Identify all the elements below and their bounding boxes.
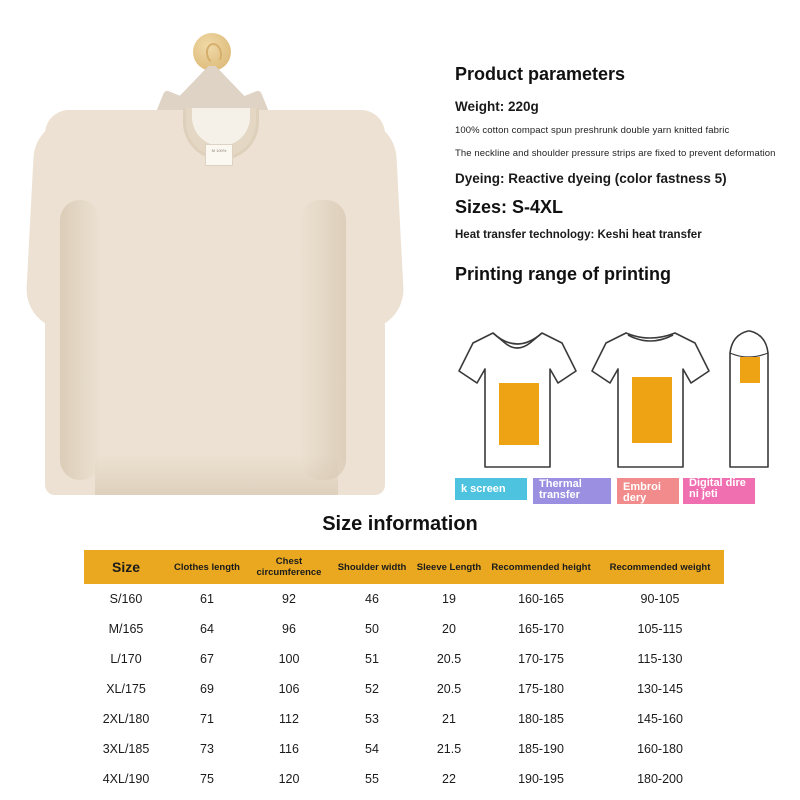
param-heat-transfer: Heat transfer technology: Keshi heat transfer [455, 229, 702, 241]
cell-value: 185-190 [486, 734, 596, 764]
cell-size: XL/175 [84, 674, 168, 704]
cell-value: 96 [246, 614, 332, 644]
cell-value: 52 [332, 674, 412, 704]
cell-value: 46 [332, 584, 412, 614]
table-row [84, 734, 724, 764]
cell-value: 71 [168, 704, 246, 734]
table-row [84, 764, 724, 794]
tshirt-front-view [455, 325, 580, 473]
col-sleeve-length: Sleeve Length [416, 561, 482, 573]
table-body [84, 584, 724, 794]
print-method-tags [455, 478, 800, 504]
cell-value: 90-105 [596, 584, 724, 614]
cell-value: 180-185 [486, 704, 596, 734]
cell-value: 20 [412, 614, 486, 644]
cell-value: 116 [246, 734, 332, 764]
col-shoulder-width: Shoulder width [337, 561, 407, 573]
cell-value: 21 [412, 704, 486, 734]
cell-value: 51 [332, 644, 412, 674]
cell-value: 69 [168, 674, 246, 704]
table-row [84, 584, 724, 614]
care-label: M 100% [205, 144, 233, 166]
param-fabric: 100% cotton compact spun preshrunk double yarn knitted fabric [455, 125, 730, 136]
cell-size: M/165 [84, 614, 168, 644]
cell-value: 105-115 [596, 614, 724, 644]
table-row [84, 644, 724, 674]
cell-size: S/160 [84, 584, 168, 614]
cell-value: 115-130 [596, 644, 724, 674]
cell-value: 55 [332, 764, 412, 794]
cell-value: 75 [168, 764, 246, 794]
cell-value: 64 [168, 614, 246, 644]
col-recommended-height: Recommended height [491, 561, 591, 573]
cell-size: 2XL/180 [84, 704, 168, 734]
cell-value: 67 [168, 644, 246, 674]
cell-value: 165-170 [486, 614, 596, 644]
tag-embroidery: Embroi dery [617, 478, 679, 504]
col-clothes-length: Clothes length [174, 561, 240, 573]
cell-value: 20.5 [412, 644, 486, 674]
table-row [84, 704, 724, 734]
cell-value: 22 [412, 764, 486, 794]
cell-value: 21.5 [412, 734, 486, 764]
cell-value: 19 [412, 584, 486, 614]
product-parameters-heading: Product parameters [455, 64, 626, 84]
cell-value: 145-160 [596, 704, 724, 734]
table-row [84, 674, 724, 704]
cell-value: 130-145 [596, 674, 724, 704]
param-sizes: Sizes: S-4XL [455, 197, 564, 217]
tshirt-back-view [588, 325, 713, 473]
tag-thermal-transfer: Thermal transfer [533, 478, 611, 504]
tshirt-shadow-right [300, 200, 346, 480]
tag-silk-screen: k screen [455, 478, 527, 500]
cell-value: 112 [246, 704, 332, 734]
col-chest-circumference: Chest circumference [256, 556, 322, 578]
cell-value: 160-165 [486, 584, 596, 614]
size-information-table [84, 550, 724, 794]
cell-value: 92 [246, 584, 332, 614]
cell-value: 170-175 [486, 644, 596, 674]
cell-size: 3XL/185 [84, 734, 168, 764]
param-weight: Weight: 220g [455, 99, 539, 114]
tshirt-sleeve-view [718, 325, 790, 473]
printing-range-diagrams [455, 325, 795, 475]
table-row [84, 614, 724, 644]
cell-value: 20.5 [412, 674, 486, 704]
cell-value: 54 [332, 734, 412, 764]
cell-value: 190-195 [486, 764, 596, 794]
param-neckline: The neckline and shoulder pressure strips are fixed to prevent deformation [455, 148, 776, 159]
cell-size: 4XL/190 [84, 764, 168, 794]
cell-value: 53 [332, 704, 412, 734]
table-header-row [84, 550, 724, 584]
cell-value: 175-180 [486, 674, 596, 704]
cell-value: 180-200 [596, 764, 724, 794]
hanger-hook-icon [193, 33, 231, 71]
col-size: Size [111, 558, 140, 575]
cell-value: 160-180 [596, 734, 724, 764]
tshirt-hem-shadow [95, 455, 338, 495]
product-photo [0, 0, 440, 510]
cell-value: 100 [246, 644, 332, 674]
product-parameters-block [455, 64, 785, 295]
tshirt-shadow-left [60, 200, 100, 480]
cell-value: 73 [168, 734, 246, 764]
col-recommended-weight: Recommended weight [609, 561, 711, 573]
cell-value: 50 [332, 614, 412, 644]
param-dyeing: Dyeing: Reactive dyeing (color fastness 5) [455, 171, 727, 186]
size-information-title: Size information [322, 513, 478, 535]
cell-size: L/170 [84, 644, 168, 674]
cell-value: 106 [246, 674, 332, 704]
tag-digital-direct-injection: Digital dire ni jeti [683, 478, 755, 504]
printing-range-heading: Printing range of printing [455, 264, 671, 284]
cell-value: 61 [168, 584, 246, 614]
cell-value: 120 [246, 764, 332, 794]
